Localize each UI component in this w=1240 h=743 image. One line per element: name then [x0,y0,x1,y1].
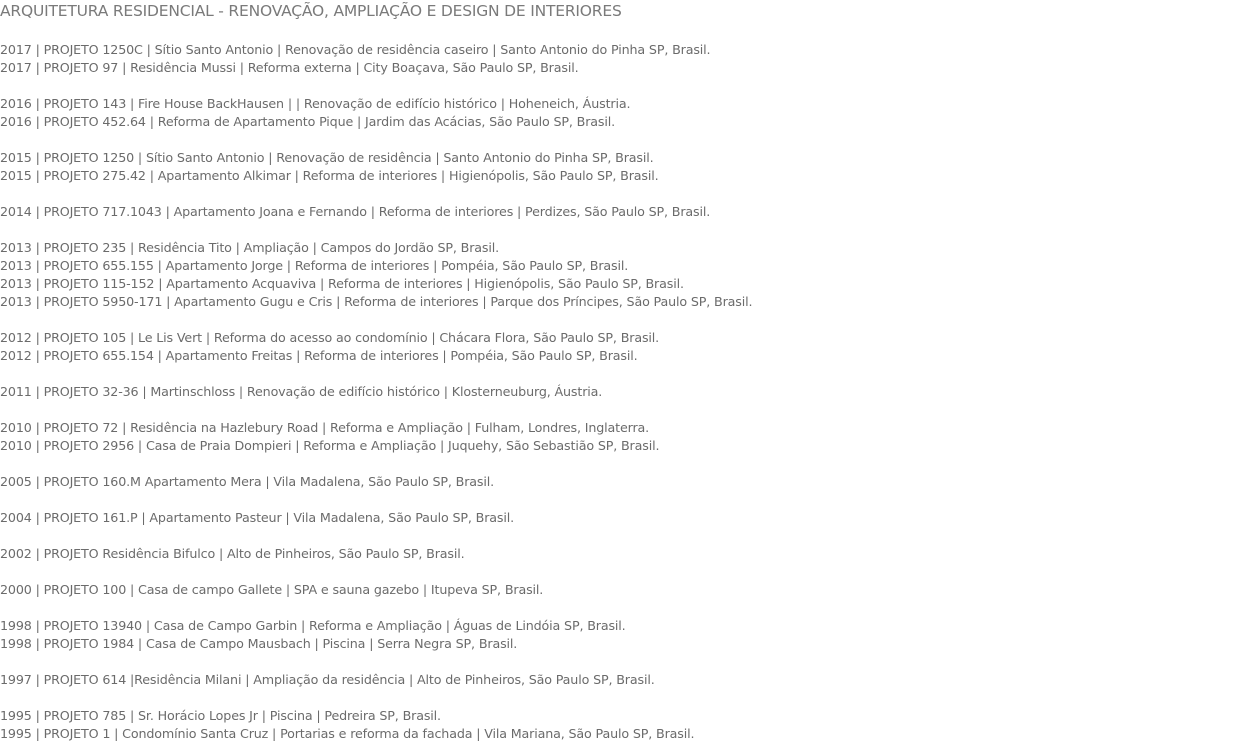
project-entry: 1998 | PROJETO 13940 | Casa de Campo Garbin | Reforma e Ampliação | Águas de Lindóia SP, Brasil. [0,618,626,633]
project-entry: 2013 | PROJETO 5950-171 | Apartamento Gugu e Cris | Reforma de interiores | Parque dos Príncipes, São Paulo SP, Brasil. [0,294,753,309]
project-entry: 2002 | PROJETO Residência Bifulco | Alto de Pinheiros, São Paulo SP, Brasil. [0,546,465,561]
project-entry: 2017 | PROJETO 97 | Residência Mussi | Reforma externa | City Boaçava, São Paulo SP, Brasil. [0,60,579,75]
page-title: ARQUITETURA RESIDENCIAL - RENOVAÇÃO, AMPLIAÇÃO E DESIGN DE INTERIORES [0,2,622,20]
project-group-2017 [0,41,1240,77]
project-entry: 2017 | PROJETO 1250C | Sítio Santo Antonio | Renovação de residência caseiro | Santo Antonio do Pinha SP, Brasil. [0,42,711,57]
project-entry: 2013 | PROJETO 235 | Residência Tito | Ampliação | Campos do Jordão SP, Brasil. [0,240,500,255]
project-entry: 2012 | PROJETO 655.154 | Apartamento Freitas | Reforma de interiores | Pompéia, São Paulo SP, Brasil. [0,348,638,363]
project-group-2005 [0,473,1240,491]
project-group-2015 [0,149,1240,185]
project-entry: 1995 | PROJETO 785 | Sr. Horácio Lopes Jr | Piscina | Pedreira SP, Brasil. [0,708,441,723]
project-group-1997 [0,671,1240,689]
project-entry: 1997 | PROJETO 614 |Residência Milani | Ampliação da residência | Alto de Pinheiros, São Paulo SP, Brasil. [0,672,655,687]
project-entry: 2015 | PROJETO 275.42 | Apartamento Alkimar | Reforma de interiores | Higienópolis, São Paulo SP, Brasil. [0,168,659,183]
project-entry: 2010 | PROJETO 72 | Residência na Hazlebury Road | Reforma e Ampliação | Fulham, Londres, Inglaterra. [0,420,650,435]
project-entry: 1998 | PROJETO 1984 | Casa de Campo Mausbach | Piscina | Serra Negra SP, Brasil. [0,636,518,651]
project-entry: 2015 | PROJETO 1250 | Sítio Santo Antonio | Renovação de residência | Santo Antonio do Pinha SP, Brasil. [0,150,654,165]
project-entry: 2013 | PROJETO 655.155 | Apartamento Jorge | Reforma de interiores | Pompéia, São Paulo SP, Brasil. [0,258,629,273]
project-entry: 2014 | PROJETO 717.1043 | Apartamento Joana e Fernando | Reforma de interiores | Perdizes, São Paulo SP, Brasil. [0,204,711,219]
project-group-1995 [0,707,1240,743]
project-group-1998 [0,617,1240,653]
project-entry: 2011 | PROJETO 32-36 | Martinschloss | Renovação de edifício histórico | Klosterneuburg, Áustria. [0,384,603,399]
project-list [0,41,1240,743]
project-entry: 2016 | PROJETO 143 | Fire House BackHausen | | Renovação de edifício histórico | Hoheneich, Áustria. [0,96,631,111]
project-group-2013 [0,239,1240,311]
project-group-2016 [0,95,1240,131]
project-entry: 1995 | PROJETO 1 | Condomínio Santa Cruz | Portarias e reforma da fachada | Vila Mariana, São Paulo SP, Brasil. [0,726,695,741]
project-group-2000 [0,581,1240,599]
project-entry: 2013 | PROJETO 115-152 | Apartamento Acquaviva | Reforma de interiores | Higienópolis, São Paulo SP, Brasil. [0,276,684,291]
project-entry: 2000 | PROJETO 100 | Casa de campo Gallete | SPA e sauna gazebo | Itupeva SP, Brasil. [0,582,544,597]
project-entry: 2010 | PROJETO 2956 | Casa de Praia Dompieri | Reforma e Ampliação | Juquehy, São Sebastião SP, Brasil. [0,438,660,453]
project-entry: 2016 | PROJETO 452.64 | Reforma de Apartamento Pique | Jardim das Acácias, São Paulo SP, Brasil. [0,114,615,129]
project-group-2004 [0,509,1240,527]
project-group-2010 [0,419,1240,455]
project-group-2014 [0,203,1240,221]
project-entry: 2005 | PROJETO 160.M Apartamento Mera | Vila Madalena, São Paulo SP, Brasil. [0,474,494,489]
project-group-2011 [0,383,1240,401]
project-group-2002 [0,545,1240,563]
project-group-2012 [0,329,1240,365]
project-entry: 2004 | PROJETO 161.P | Apartamento Pasteur | Vila Madalena, São Paulo SP, Brasil. [0,510,515,525]
project-entry: 2012 | PROJETO 105 | Le Lis Vert | Reforma do acesso ao condomínio | Chácara Flora, São Paulo SP, Brasil. [0,330,660,345]
